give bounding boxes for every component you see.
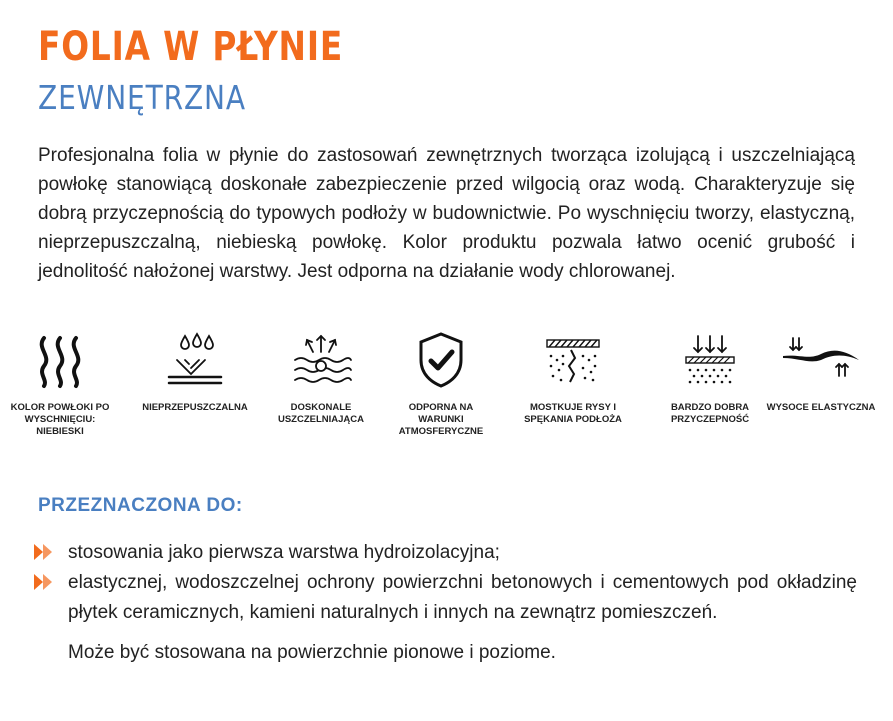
heat-waves-icon xyxy=(30,330,90,390)
feature-label: KOLOR POWŁOKI PO WYSCHNIĘCIU: NIEBIESKI xyxy=(10,402,110,437)
list-item-text: stosowania jako pierwsza warstwa hydroizolacyjna; xyxy=(68,542,500,563)
feature-label: MOSTKUJE RYSY I SPĘKANIA PODŁOŻA xyxy=(524,402,622,425)
feature-label: NIEPRZEPUSZCZALNA xyxy=(142,402,248,413)
product-description: Profesjonalna folia w płynie do zastosowań zewnętrznych tworząca izolującą i uszczelniającą powłokę stanowiącą doskonałe zabezpieczenie przed wilgocią oraz wodą. Charakteryzuje się dobrą przyczepnością do typowych podłoży w budownictwie. Po wyschnięciu tworzy, elastyczną, nieprzepuszczalną, niebieską powłokę. Kolor produktu pozwala łatwo ocenić grubość i jednolitość nałożonej warstwy. Jest odporna na działanie wody chlorowanej. xyxy=(38,145,855,282)
adhesion-icon xyxy=(678,330,742,390)
feature-label: BARDZO DOBRA PRZYCZEPNOŚĆ xyxy=(670,402,750,425)
sealing-icon xyxy=(289,330,353,390)
shield-check-icon xyxy=(411,330,471,390)
water-repel-icon xyxy=(163,330,227,390)
feature-weather-resistant xyxy=(386,330,496,438)
list-item xyxy=(34,538,857,568)
feature-adhesion xyxy=(655,330,765,426)
usage-note: Może być stosowana na powierzchnie pionowe i poziome. xyxy=(68,642,556,663)
feature-label: ODPORNA NA WARUNKI ATMOSFERYCZNE xyxy=(398,402,484,437)
double-chevron-right-icon xyxy=(34,574,54,590)
feature-label: WYSOCE ELASTYCZNA xyxy=(766,402,876,413)
usage-list xyxy=(34,538,857,628)
list-item xyxy=(34,568,857,628)
double-chevron-right-icon xyxy=(34,544,54,560)
feature-icons-row xyxy=(0,330,893,450)
list-item-text: elastycznej, wodoszczelnej ochrony powierzchni betonowych i cementowych pod okładzinę płytek ceramicznych, kamieni naturalnych i innych na zewnątrz pomieszczeń. xyxy=(68,572,857,623)
elasticity-icon xyxy=(779,330,863,390)
usage-heading: PRZEZNACZONA DO: xyxy=(38,495,243,516)
page-subtitle: ZEWNĘTRZNA xyxy=(38,78,246,117)
feature-elasticity xyxy=(766,330,876,414)
feature-crack-bridging xyxy=(518,330,628,426)
feature-color xyxy=(5,330,115,438)
crack-bridging-icon xyxy=(541,330,605,390)
feature-label: DOSKONALE USZCZELNIAJĄCA xyxy=(277,402,365,425)
feature-impermeable xyxy=(140,330,250,414)
feature-sealing xyxy=(266,330,376,426)
page-title: FOLIA W PŁYNIE xyxy=(38,24,344,70)
